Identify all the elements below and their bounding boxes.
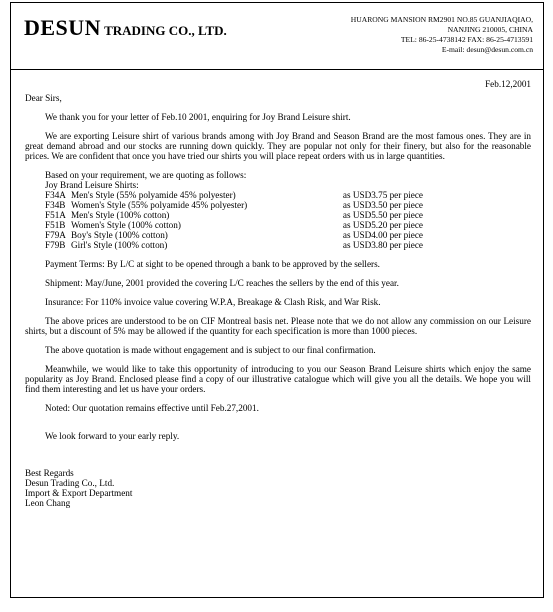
address-line: NANJING 210005, CHINA [447,25,533,34]
company-name [24,15,227,41]
quote-code: F34A [45,190,66,200]
quotation-subtitle: Joy Brand Leisure Shirts: [45,180,139,190]
salutation: Dear Sirs, [25,93,62,103]
quote-price: as USD5.20 per piece [342,220,423,230]
quote-code: F34B [45,200,66,210]
signature-line: Leon Chang [25,498,71,508]
paragraph-prices: The above prices are understood to be on CIF Montreal basis net. Please note that we do not allow any commission on our Leisure shirts, but a discount of 5% may be allowed if the quantity for each specification is more than 1000 pieces. [25,316,531,336]
paragraph-shipment: Shipment: May/June, 2001 provided the covering L/C reaches the sellers by the end of this year. [45,278,399,288]
paragraph-insurance: Insurance: For 110% invoice value covering W.P.A, Breakage & Clash Risk, and War Risk. [45,297,381,307]
quotation-intro: Based on your requirement, we are quoting as follows: [45,170,247,180]
company-address [351,15,533,55]
quote-price: as USD3.80 per piece [342,240,423,250]
quote-row [45,220,531,230]
quote-code: F79B [45,240,66,250]
quote-price: as USD3.50 per piece [342,200,423,210]
signature-line: Import & Export Department [25,488,133,498]
quote-desc: Women's Style (55% polyamide 45% polyester) [71,200,248,210]
signature-line: Desun Trading Co., Ltd. [25,478,115,488]
quote-row [45,210,531,220]
paragraph-engagement: The above quotation is made without engagement and is subject to our final confirmation. [45,345,376,355]
letter-page [10,2,544,598]
quote-code: F79A [45,230,66,240]
quote-row [45,190,531,200]
address-line: HUARONG MANSION RM2901 NO.85 GUANJIAQIAO, [350,15,533,24]
quote-desc: Men's Style (100% cotton) [71,210,170,220]
quote-row [45,200,531,210]
quote-row [45,240,531,250]
signature-line: Best Regards [25,468,74,478]
quote-price: as USD3.75 per piece [342,190,423,200]
quote-desc: Girl's Style (100% cotton) [71,240,168,250]
quote-row [45,230,531,240]
address-line: TEL: 86-25-4738142 FAX: 86-25-4713591 [400,35,533,44]
letterhead [11,3,543,70]
quote-price: as USD5.50 per piece [342,210,423,220]
paragraph-closing: We look forward to your early reply. [45,431,180,441]
paragraph-export: We are exporting Leisure shirt of various brands among with Joy Brand and Season Brand are the most famous ones. They are in great demand abroad and our stocks are running down quickly. They are popular not only for their finery, but also for the reasonable prices. We are confident that once you have tried our shirts you will place repeat orders with us in large quantities. [25,131,531,161]
quote-price: as USD4.00 per piece [342,230,423,240]
paragraph-meanwhile: Meanwhile, we would like to take this opportunity of introducing to you our Season Brand Leisure shirts which enjoy the same popularity as Joy Brand. Enclosed please find a copy of our illustrative catalogue which will give you all the details. We hope you will find them interesting and let us have your orders. [25,364,531,394]
letter-date: Feb.12,2001 [485,79,531,89]
quote-desc: Women's Style (100% cotton) [71,220,181,230]
quote-code: F51A [45,210,66,220]
quote-desc: Boy's Style (100% cotton) [71,230,168,240]
address-line: E-mail: desun@desun.com.cn [441,45,533,54]
paragraph-noted: Noted: Our quotation remains effective until Feb.27,2001. [45,403,259,413]
paragraph-payment: Payment Terms: By L/C at sight to be opened through a bank to be approved by the sellers. [45,259,380,269]
company-name-main: DESUN [24,15,102,40]
quote-desc: Men's Style (55% polyamide 45% polyester) [71,190,236,200]
paragraph-thanks: We thank you for your letter of Feb.10 2001, enquiring for Joy Brand Leisure shirt. [45,112,351,122]
quote-code: F51B [45,220,66,230]
quotation-block [45,170,531,250]
signature-block [25,468,531,508]
letter-body [25,79,531,508]
company-name-suffix: TRADING CO., LTD. [104,23,227,38]
